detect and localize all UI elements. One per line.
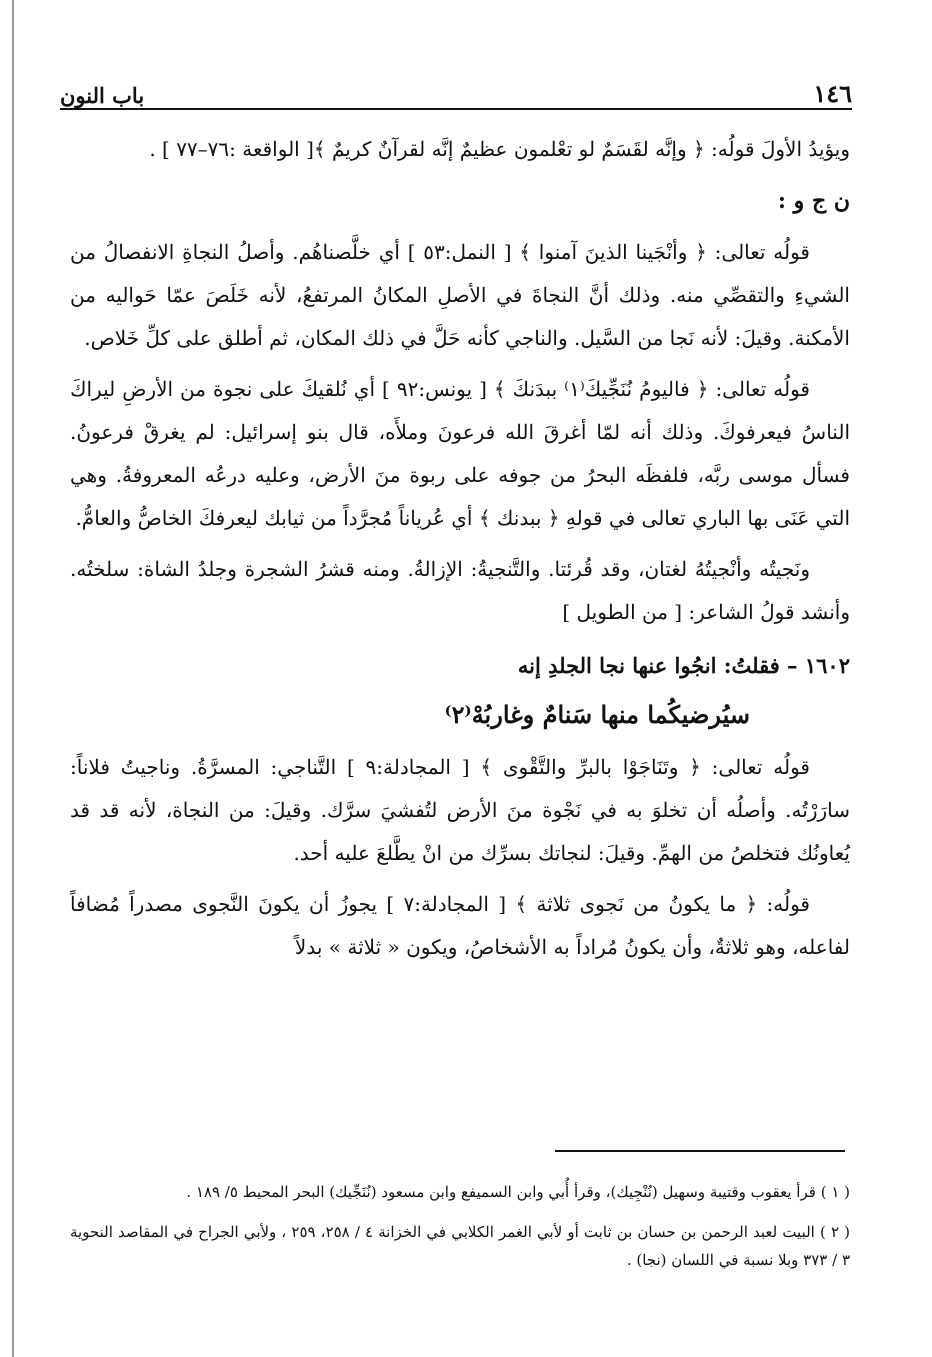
verse-line-1: ١٦٠٢ – فقلتُ: انجُوا عنها نجا الجلدِ إنه [517, 653, 850, 678]
footnote-2: ( ٢ ) البيت لعبد الرحمن بن حسان بن ثابت أو لأبي الغمر الكلابي في الخزانة ٤ / ٢٥٨، ٢٥٩ ، ولأبي الجراح في المقاصد النحوية ٣ / ٣٧٣ وبلا نسبة في اللسان (نجا) . [70, 1223, 850, 1269]
scan-edge-line [12, 0, 14, 1357]
root-heading: ن ج و : [777, 188, 850, 214]
paragraph-6: قولُه: ﴿ ما يكونُ من نَجوى ثلاثة ﴾ [ المجادلة:٧ ] يجوزُ أن يكونَ النَّجوى مصدراً مُضافاً لفاعله، وهو ثلاثةٌ، وأن يكونُ مُراداً به الأشخاصُ، ويكون « ثلاثة » بدلاً [70, 892, 850, 959]
footnote-1: ( ١ ) قرأ يعقوب وقتيبة وسهيل (نُنْجِيك)، وقرأ أُبي وابن السميفع وابن مسعود (نُنَجِّيك) البحر المحيط ٥/ ١٨٩ . [186, 1183, 850, 1201]
footnotes [70, 1178, 850, 1286]
paragraph-4: ونَجيتُه وأنْجيتُهُ لغتان، وقد قُرئتا. والتَّنجيةُ: الإزالةُ. ومنه قشرُ الشجرة وجلدُ الشاة: سلختُه. وأنشد قولُ الشاعر: [ من الطويل ] [70, 557, 850, 624]
page-header [60, 62, 852, 110]
main-text [70, 128, 850, 977]
footnote-separator [555, 1150, 845, 1152]
paragraph-3: قولُه تعالى: ﴿ فاليومُ نُنَجِّيكَ⁽١⁾ ببدَنكَ ﴾ [ يونس:٩٢ ] أي نُلقيكَ على نجوة من الأرضِ ليراكَ الناسُ فيعرفوكَ. وذلك أنه لمّا أغرقَ الله فرعونَ وملأَه، قال بنو إسرائيل: لم يغرقْ فرعونُ. فسأل موسى ربَّه، فلفظَه البحرُ من جوفه على ربوة منَ الأرض، وعليه درعُه المعروفةُ. وهي التي عَنَى بها الباري تعالى في قولهِ ﴿ ببدنك ﴾ أي عُرياناً مُجرَّداً من ثيابك ليعرفكَ الخاصُّ والعامُّ. [70, 377, 850, 530]
paragraph-1: ويؤيدُ الأولَ قولُه: ﴿ وإنَّه لقَسَمٌ لو تعْلمون عظيمٌ إنَّه لقرآنٌ كريمٌ ﴾[ الواقعة :٧٦–٧٧ ] . [149, 137, 850, 161]
page-number: ١٤٦ [813, 79, 852, 108]
verse-line-2: سيُرضيكُما منها سَنامٌ وغاربُهْ⁽٢⁾ [444, 700, 750, 729]
paragraph-5: قولُه تعالى: ﴿ وتَنَاجَوْا بالبرِّ والتَّقْوى ﴾ [ المجادلة:٩ ] التَّناجي: المسرَّةُ. وناجيتُ فلاناً: سارَرْتُه. وأصلُه أن تخلوَ به في نَجْوة منَ الأرض لتُفشيَ سرَّك. وقيلَ: من النجاة، لأنه قد قد يُعاونُك فتخلصُ من الهمِّ. وقيلَ: لنجاتك بسرِّك من انْ يطَّلعَ عليه أحد. [70, 755, 850, 865]
section-title: باب النون [60, 83, 145, 108]
paragraph-2: قولُه تعالى: ﴿ وأنْجَينا الذينَ آمنوا ﴾ [ النمل:٥٣ ] أي خلَّصناهُم. وأصلُ النجاةِ الانفصالُ من الشيءِ والتقصِّي منه. وذلك أنَّ النجاةَ في الأصلِ المكانُ المرتفعُ، لأنه خَلَصَ عمّا حَواليه من الأمكنة. وقيلَ: لأنه نَجا من السَّيل. والناجي كأنه حَلَّ في ذلك المكان، ثم أطلق على كلِّ خَلاص. [70, 240, 850, 350]
